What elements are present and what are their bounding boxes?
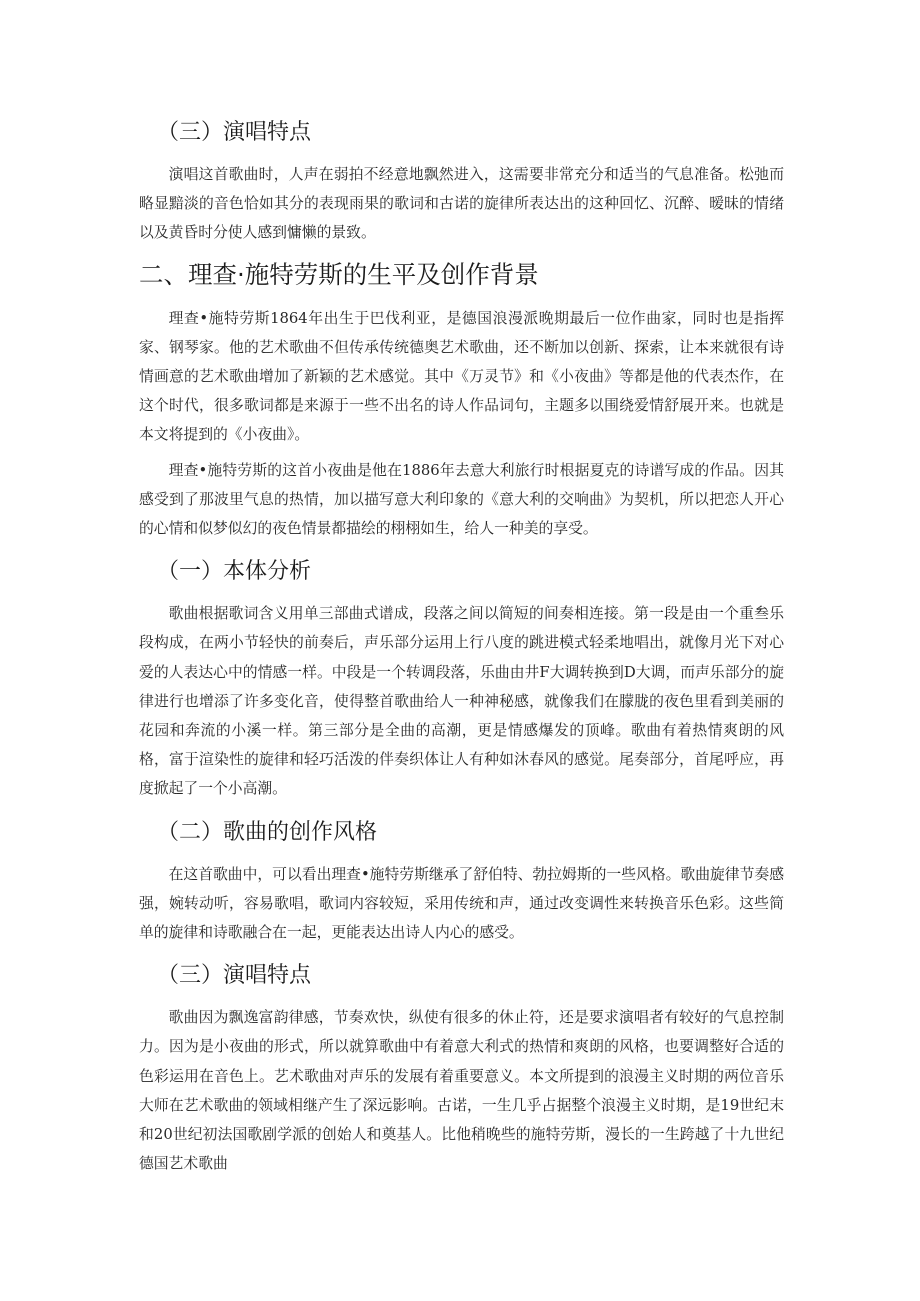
paragraph-serenade-background: 理查•施特劳斯的这首小夜曲是他在1886年去意大利旅行时根据夏克的诗谱写成的作品。因其感受到了那波里气息的热情，加以描写意大利印象的《意大利的交响曲》为契机，所以把恋人开心的心情和似梦似幻的夜色情景都描绘的栩栩如生，给人一种美的享受。 bbox=[139, 461, 784, 538]
paragraph-style: 在这首歌曲中，可以看出理查•施特劳斯继承了舒伯特、勃拉姆斯的一些风格。歌曲旋律节奏感强，婉转动听，容易歌唱，歌词内容较短，采用传统和声，通过改变调性来转换音乐色彩。这些简单的旋律和诗歌融合在一起，更能表达出诗人内心的感受。 bbox=[139, 865, 784, 942]
paragraph-singing-features-1: 演唱这首歌曲时，人声在弱拍不经意地飘然进入，这需要非常充分和适当的气息准备。松弛而略显黯淡的音色恰如其分的表现雨果的歌词和古诺的旋律所表达出的这种回忆、沉醉、暧昧的情绪以及黄昏时分使人感到慵懒的景致。 bbox=[139, 166, 784, 242]
chapter-heading-strauss-biography: 二、理查·施特劳斯的生平及创作背景 bbox=[139, 259, 539, 289]
section-heading-style: （二）歌曲的创作风格 bbox=[157, 819, 378, 845]
paragraph-analysis: 歌曲根据歌词含义用单三部曲式谱成，段落之间以简短的间奏相连接。第一段是由一个重叁乐段构成，在两小节轻快的前奏后，声乐部分运用上行八度的跳进模式轻柔地唱出，就像月光下对心爱的人表达心中的情感一样。中段是一个转调段落，乐曲由井F大调转换到D大调，而声乐部分的旋律进行也增添了许多变化音，使得整首歌曲给人一种神秘感，就像我们在朦胧的夜色里看到美丽的花园和奔流的小溪一样。第三部分是全曲的高潮，更是情感爆发的顶峰。歌曲有着热情爽朗的风格，富于渲染性的旋律和轻巧活泼的伴奏织体让人有种如沐春风的感觉。尾奏部分，首尾呼应，再度掀起了一个小高潮。 bbox=[139, 605, 784, 798]
paragraph-strauss-biography: 理查•施特劳斯1864年出生于巴伐利亚，是德国浪漫派晚期最后一位作曲家，同时也是指挥家、钢琴家。他的艺术歌曲不但传承传统德奥艺术歌曲，还不断加以创新、探索，让本来就很有诗情画意的艺术歌曲增加了新颖的艺术感觉。其中《万灵节》和《小夜曲》等都是他的代表杰作，在这个时代，很多歌词都是来源于一些不出名的诗人作品词句，主题多以围绕爱情舒展开来。也就是本文将提到的《小夜曲》。 bbox=[139, 309, 784, 444]
document-page bbox=[139, 118, 784, 1184]
paragraph-singing-features-2: 歌曲因为飘逸富韵律感，节奏欢快，纵使有很多的休止符，还是要求演唱者有较好的气息控制力。因为是小夜曲的形式，所以就算歌曲中有着意大利式的热情和爽朗的风格，也要调整好合适的色彩运用在音色上。艺术歌曲对声乐的发展有着重要意义。本文所提到的浪漫主义时期的两位音乐大师在艺术歌曲的领域相继产生了深远影响。古诺，一生几乎占据整个浪漫主义时期，是19世纪末和20世纪初法国歌剧学派的创始人和奠基人。比他稍晚些的施特劳斯，漫长的一生跨越了十九世纪德国艺术歌曲 bbox=[139, 1009, 784, 1173]
section-heading-analysis: （一）本体分析 bbox=[157, 559, 312, 585]
section-heading-singing-features-2: （三）演唱特点 bbox=[157, 963, 312, 989]
section-heading-singing-features-1: （三）演唱特点 bbox=[157, 120, 312, 145]
